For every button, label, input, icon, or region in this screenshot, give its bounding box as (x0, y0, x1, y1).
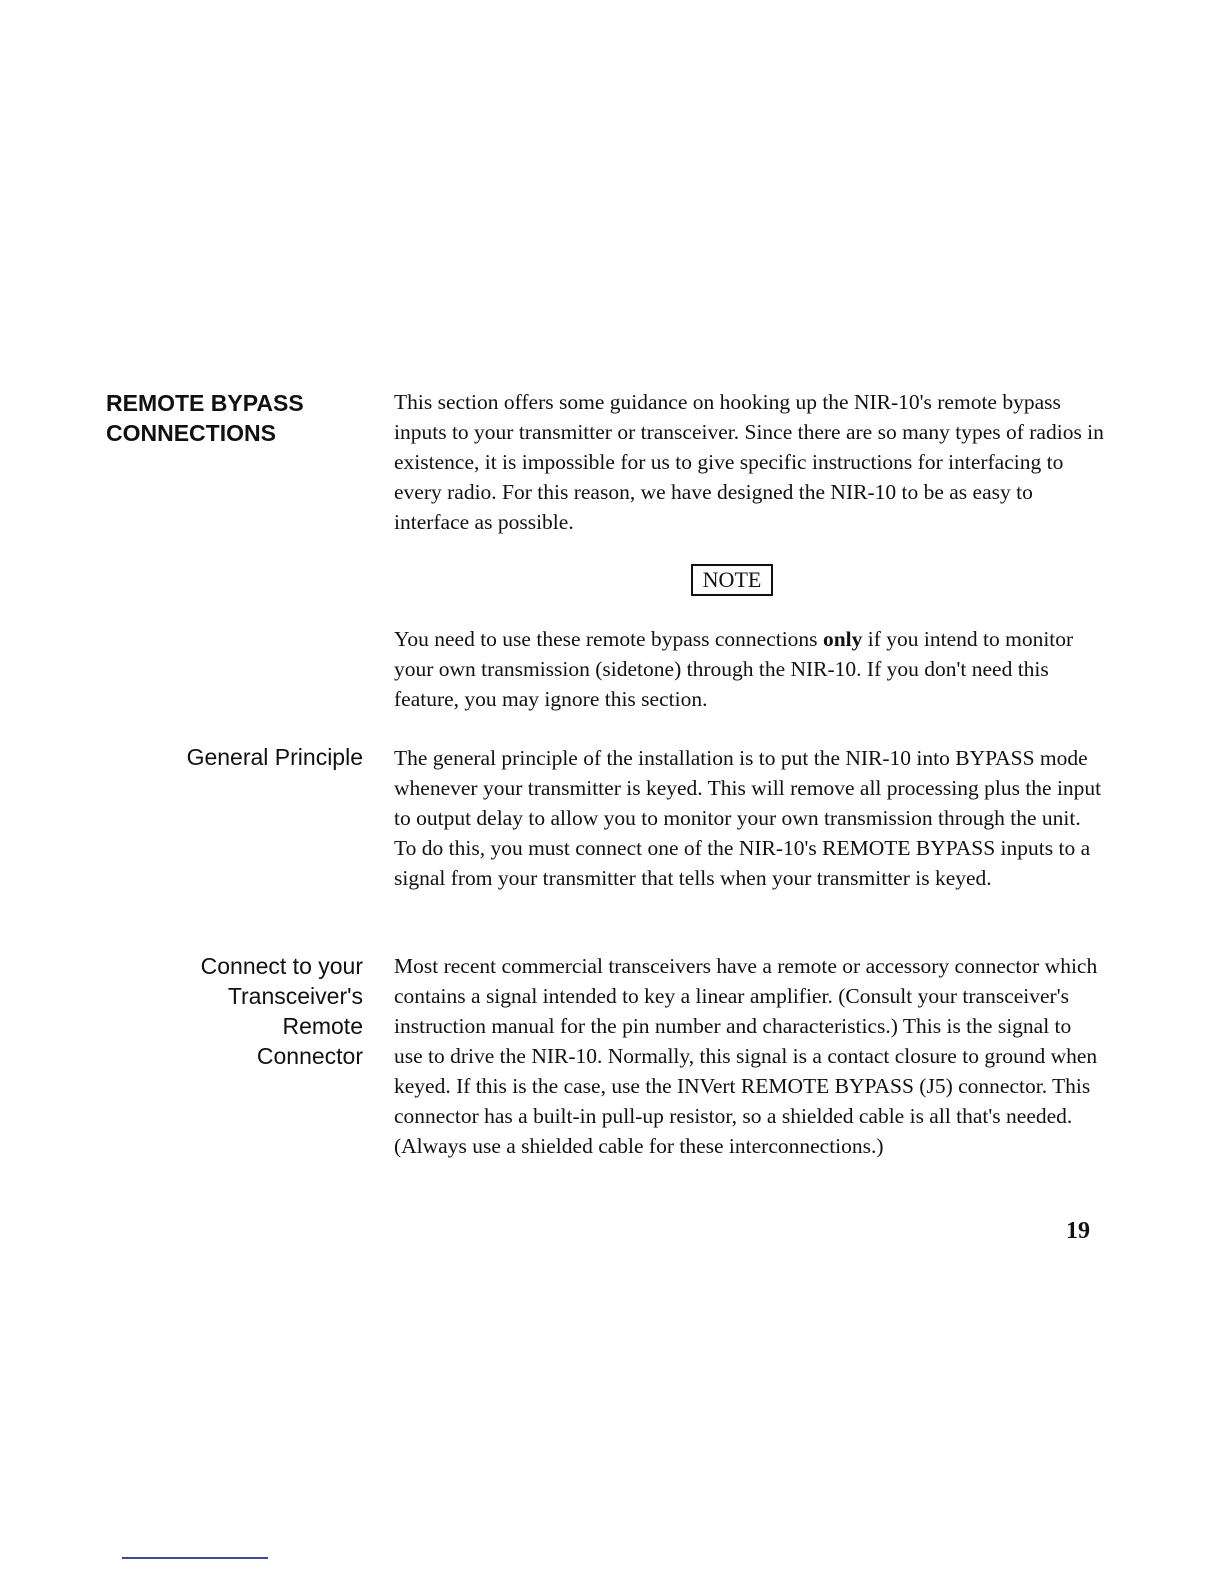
page-number: 19 (1066, 1218, 1090, 1244)
section-heading: REMOTE BYPASS CONNECTIONS (106, 390, 304, 446)
note-paragraph (394, 624, 1104, 714)
note-emphasis: only (822, 627, 863, 651)
general-principle-heading: General Principle (186, 744, 363, 770)
connect-text: Most recent commercial transceivers have a remote or accessory connector which contains a signal intended to key a linear amplifier. (Consult your transceiver's instruction manual for the pin number and characteristics.) This is the signal to use to drive the NIR-10. Normally, this signal is a contact closure to ground when keyed. If this is the case, use the INVert REMOTE BYPASS (J5) connector. This connector has a built-in pull-up resistor, so a shielded cable is all that's needed. (Always use a shielded cable for these interconnections.) (394, 954, 1098, 1158)
note-text-before: You need to use these remote bypass connections (394, 627, 823, 651)
note-label: NOTE (691, 564, 773, 596)
general-principle-text: The general principle of the installation is to put the NIR-10 into BYPASS mode whenever your transmitter is keyed. This will remove all processing plus the input to output delay to allow you to monitor your own transmission through the unit. To do this, you must connect one of the NIR-10's REMOTE BYPASS inputs to a signal from your transmitter that tells when your transmitter is keyed. (394, 746, 1102, 890)
footnote-rule (122, 1557, 268, 1559)
connect-heading: Connect to your Transceiver's Remote Connector (200, 953, 363, 1069)
intro-paragraph (394, 387, 1104, 537)
intro-text: This section offers some guidance on hooking up the NIR-10's remote bypass inputs to your transmitter or transceiver. Since there are so many types of radios in existence, it is impossible for us to give specific instructions for interfacing to every radio. For this reason, we have designed the NIR-10 to be as easy to interface as possible. (394, 390, 1104, 534)
connect-paragraph (394, 951, 1104, 1161)
note-text (394, 624, 1104, 714)
note-text-after: if you intend to monitor your own transmission (sidetone) through the NIR-10. If you don't need this feature, you may ignore this section. (394, 627, 1074, 711)
general-principle-paragraph (394, 743, 1104, 893)
